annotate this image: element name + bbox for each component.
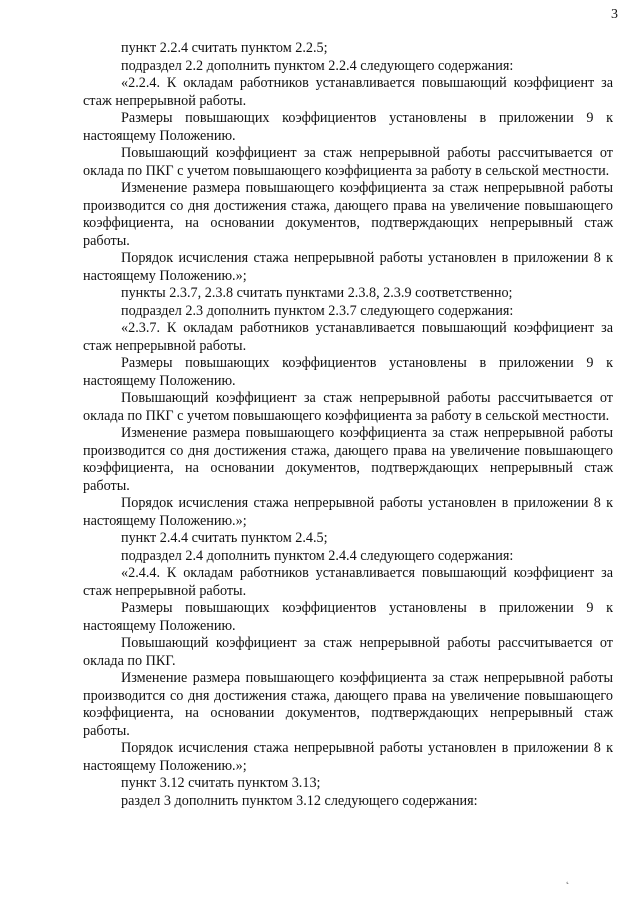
page-number: 3 xyxy=(611,7,618,22)
paragraph: «2.2.4. К окладам работников устанавливается повышающий коэффициент за стаж непрерывной работы. xyxy=(83,75,613,109)
paragraph: Порядок исчисления стажа непрерывной работы установлен в приложении 8 к настоящему Положению.»; xyxy=(83,740,613,774)
paragraph: пункт 3.12 считать пунктом 3.13; xyxy=(121,775,321,791)
paragraph: Изменение размера повышающего коэффициента за стаж непрерывной работы производится со дня достижения стажа, дающего права на увеличение повышающего коэффициента, на основании документов, подтверждающих непрерывный стаж работы. xyxy=(83,425,613,494)
paragraph: Размеры повышающих коэффициентов установлены в приложении 9 к настоящему Положению. xyxy=(83,355,613,389)
paragraph: пункт 2.4.4 считать пунктом 2.4.5; xyxy=(121,530,328,546)
paragraph: Повышающий коэффициент за стаж непрерывной работы рассчитывается от оклада по ПКГ с учетом повышающего коэффициента за работу в сельской местности. xyxy=(83,145,613,179)
paragraph: Размеры повышающих коэффициентов установлены в приложении 9 к настоящему Положению. xyxy=(83,600,613,634)
paragraph: «2.4.4. К окладам работников устанавливается повышающий коэффициент за стаж непрерывной работы. xyxy=(83,565,613,599)
paragraph: подраздел 2.3 дополнить пунктом 2.3.7 следующего содержания: xyxy=(121,302,514,319)
paragraph: Порядок исчисления стажа непрерывной работы установлен в приложении 8 к настоящему Положению.»; xyxy=(83,495,613,529)
paragraph: Повышающий коэффициент за стаж непрерывной работы рассчитывается от оклада по ПКГ. xyxy=(83,635,613,669)
document-body xyxy=(83,40,613,810)
scan-speck: ˛ xyxy=(566,874,570,885)
paragraph: Изменение размера повышающего коэффициента за стаж непрерывной работы производится со дня достижения стажа, дающего права на увеличение повышающего коэффициента, на основании документов, подтверждающих непрерывный стаж работы. xyxy=(83,180,613,249)
paragraph: пункты 2.3.7, 2.3.8 считать пунктами 2.3.8, 2.3.9 соответственно; xyxy=(121,285,513,301)
paragraph: «2.3.7. К окладам работников устанавливается повышающий коэффициент за стаж непрерывной работы. xyxy=(83,320,613,354)
paragraph: раздел 3 дополнить пунктом 3.12 следующего содержания: xyxy=(121,792,478,809)
paragraph: Изменение размера повышающего коэффициента за стаж непрерывной работы производится со дня достижения стажа, дающего права на увеличение повышающего коэффициента, на основании документов, подтверждающих непрерывный стаж работы. xyxy=(83,670,613,739)
paragraph: подраздел 2.2 дополнить пунктом 2.2.4 следующего содержания: xyxy=(121,57,514,74)
paragraph: пункт 2.2.4 считать пунктом 2.2.5; xyxy=(121,40,328,56)
paragraph: подраздел 2.4 дополнить пунктом 2.4.4 следующего содержания: xyxy=(121,547,514,564)
paragraph: Повышающий коэффициент за стаж непрерывной работы рассчитывается от оклада по ПКГ с учетом повышающего коэффициента за работу в сельской местности. xyxy=(83,390,613,424)
paragraph: Порядок исчисления стажа непрерывной работы установлен в приложении 8 к настоящему Положению.»; xyxy=(83,250,613,284)
paragraph: Размеры повышающих коэффициентов установлены в приложении 9 к настоящему Положению. xyxy=(83,110,613,144)
